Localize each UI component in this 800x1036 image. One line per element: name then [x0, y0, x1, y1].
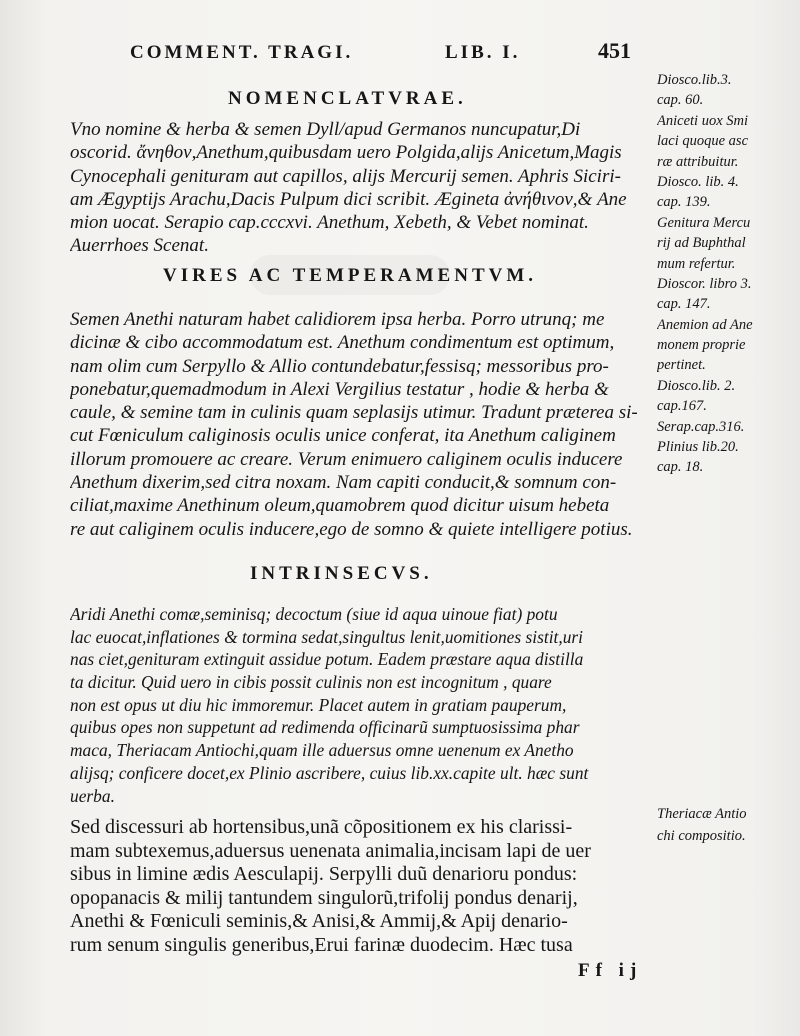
text-line: ciliat,maxime Anethinum oleum,quamobrem quod dicitur uisum hebeta: [70, 495, 610, 517]
marginal-note-line: Dioscor. libro 3.: [657, 275, 752, 292]
marginal-note-line: mum refertur.: [657, 255, 736, 272]
marginal-note-line: Plinius lib.20.: [657, 439, 739, 456]
book-number: LIB. I.: [445, 42, 521, 63]
running-header: [130, 38, 650, 72]
text-line: lac euocat,inflationes & tormina sedat,singultus lenit,uomitiones sistit,uri: [70, 626, 584, 647]
page-number: 451: [598, 38, 631, 63]
marginal-note-line: chi compositio.: [657, 828, 746, 844]
marginal-note-line: cap. 139.: [657, 194, 711, 211]
text-line: cut Fœniculum caliginosis oculis unice conferat, ita Anethum caliginem: [70, 425, 616, 447]
marginal-note-line: rij ad Buphthal: [657, 235, 746, 252]
marginal-note-line: cap. 147.: [657, 296, 711, 313]
text-line: maca, Theriacam Antiochi,quam ille aduersus omne uenenum ex Anetho: [70, 740, 574, 761]
marginal-note-line: laci quoque asc: [657, 133, 749, 150]
text-line: mam subtexemus,aduersus uenenata animalia,incisam lapi de uer: [70, 839, 591, 862]
marginal-note-line: cap. 18.: [657, 459, 704, 476]
marginal-note-line: Dioscο.lib.3.: [657, 72, 732, 88]
text-line: caule, & semine tam in culinis quam seplasijs utimur. Tradunt præterea si-: [70, 402, 638, 424]
text-line: ponebatur,quemadmodum in Alexi Vergilius testatur , hodie & herba &: [70, 378, 609, 400]
text-line: ta dicitur. Quid uero in cibis possit culinis non est incognitum , quare: [70, 672, 552, 693]
section-heading-intrinsecus: INTRINSECVS.: [250, 563, 433, 584]
text-line: am Ægyptijs Arachu,Dacis Pulpum dici scribit. Ægineta ἀνήθινον,& Ane: [70, 188, 627, 210]
text-line: nam olim cum Serpyllo & Allio contundebatur,fessisq; messoribus pro-: [70, 355, 609, 377]
marginal-note-line: Anemion ad Ane: [657, 316, 753, 333]
text-line: re aut caliginem oculis inducere,ego de somno & quiete intelligere potius.: [70, 518, 633, 540]
text-line: Aridi Anethi comæ,seminisq; decoctum (siue id aqua uinoue fiat) potu: [70, 604, 558, 624]
section-heading-vires: VIRES AC TEMPERAMENTVM.: [163, 265, 538, 286]
marginal-note-line: Theriacæ Antio: [657, 806, 747, 822]
text-line: Vno nomine & herba & semen Dyll/apud Germanos nuncupatur,Di: [70, 119, 581, 140]
text-line: sibus in limine ædis Aesculapij. Serpylli duũ denarioru pondus:: [70, 863, 578, 885]
text-line: Cynocephali genituram aut capillos, alijs Mercurij semen. Aphris Siciri-: [70, 165, 621, 187]
marginal-note-line: cap.167.: [657, 398, 707, 415]
marginal-note-line: Serap.cap.316.: [657, 418, 745, 435]
text-line: nas ciet,genituram extinguit assidue potum. Eadem præstare aqua distilla: [70, 649, 584, 670]
text-line: Sed discessuri ab hortensibus,unã cõpositionem ex his clarissi-: [70, 816, 573, 838]
paragraph-nomenclaturae: [70, 118, 655, 258]
marginal-notes-lower: [657, 803, 797, 847]
text-line: quibus opes non suppetunt ad redimenda officinarũ sumptuosissima phar: [70, 717, 580, 738]
marginal-note-line: Diosco. lib. 4.: [657, 173, 739, 190]
marginal-note-line: Genitura Mercu: [657, 214, 751, 231]
paragraph-vires: [70, 308, 655, 541]
marginal-note-line: ræ attribuitur.: [657, 153, 739, 170]
text-line: mion uocat. Serapio cap.cccxvi. Anethum, Xebeth, & Vebet nominat.: [70, 212, 589, 234]
text-line: uerba.: [70, 785, 115, 806]
text-line: Semen Anethi naturam habet calidiorem ipsa herba. Porro utrunq; me: [70, 309, 605, 330]
running-title: COMMENT. TRAGI.: [130, 42, 354, 63]
text-line: alijsq; conficere docet,ex Plinio ascribere, cuius lib.xx.capite ult. hæc sunt: [70, 762, 589, 783]
text-line: illorum promouere ac creare. Verum enimuero caliginem oculis inducere: [70, 448, 623, 470]
marginal-note-line: Diosco.lib. 2.: [657, 377, 736, 394]
marginal-notes-upper: [657, 70, 797, 478]
text-line: Anethum dixerim,sed citra noxam. Nam capiti conducit,& somnum con-: [70, 472, 617, 494]
text-line: dicinæ & cibo accommodatum est. Anethum condimentum est optimum,: [70, 332, 615, 354]
marginal-note-line: pertinet.: [657, 357, 706, 374]
paragraph-intrinsecus: [70, 603, 655, 807]
section-heading-nomenclaturae: NOMENCLATVRAE.: [228, 88, 467, 109]
text-line: oscorid. ἄνηθον,Anethum,quibusdam uero Polgida,alijs Anicetum,Magis: [70, 142, 622, 164]
marginal-note-line: monem proprie: [657, 337, 746, 354]
signature-mark: Ff ij: [578, 960, 643, 981]
paragraph-compositio: [70, 816, 655, 957]
text-line: rum senum singulis generibus,Erui farinæ duodecim. Hæc tusa: [70, 933, 573, 956]
text-line: Auerrhoes Scenat.: [70, 235, 209, 257]
text-line: opopanacis & milij tantundem singulorũ,trifolij pondus denarij,: [70, 886, 578, 909]
marginal-note-line: cap. 60.: [657, 92, 704, 109]
marginal-note-line: Aniceti uox Smi: [657, 112, 749, 129]
text-line: non est opus ut diu hic immoremur. Placet autem in gratiam pauperum,: [70, 694, 567, 715]
text-line: Anethi & Fœniculi seminis,& Anisi,& Ammij,& Apij denario-: [70, 910, 568, 932]
